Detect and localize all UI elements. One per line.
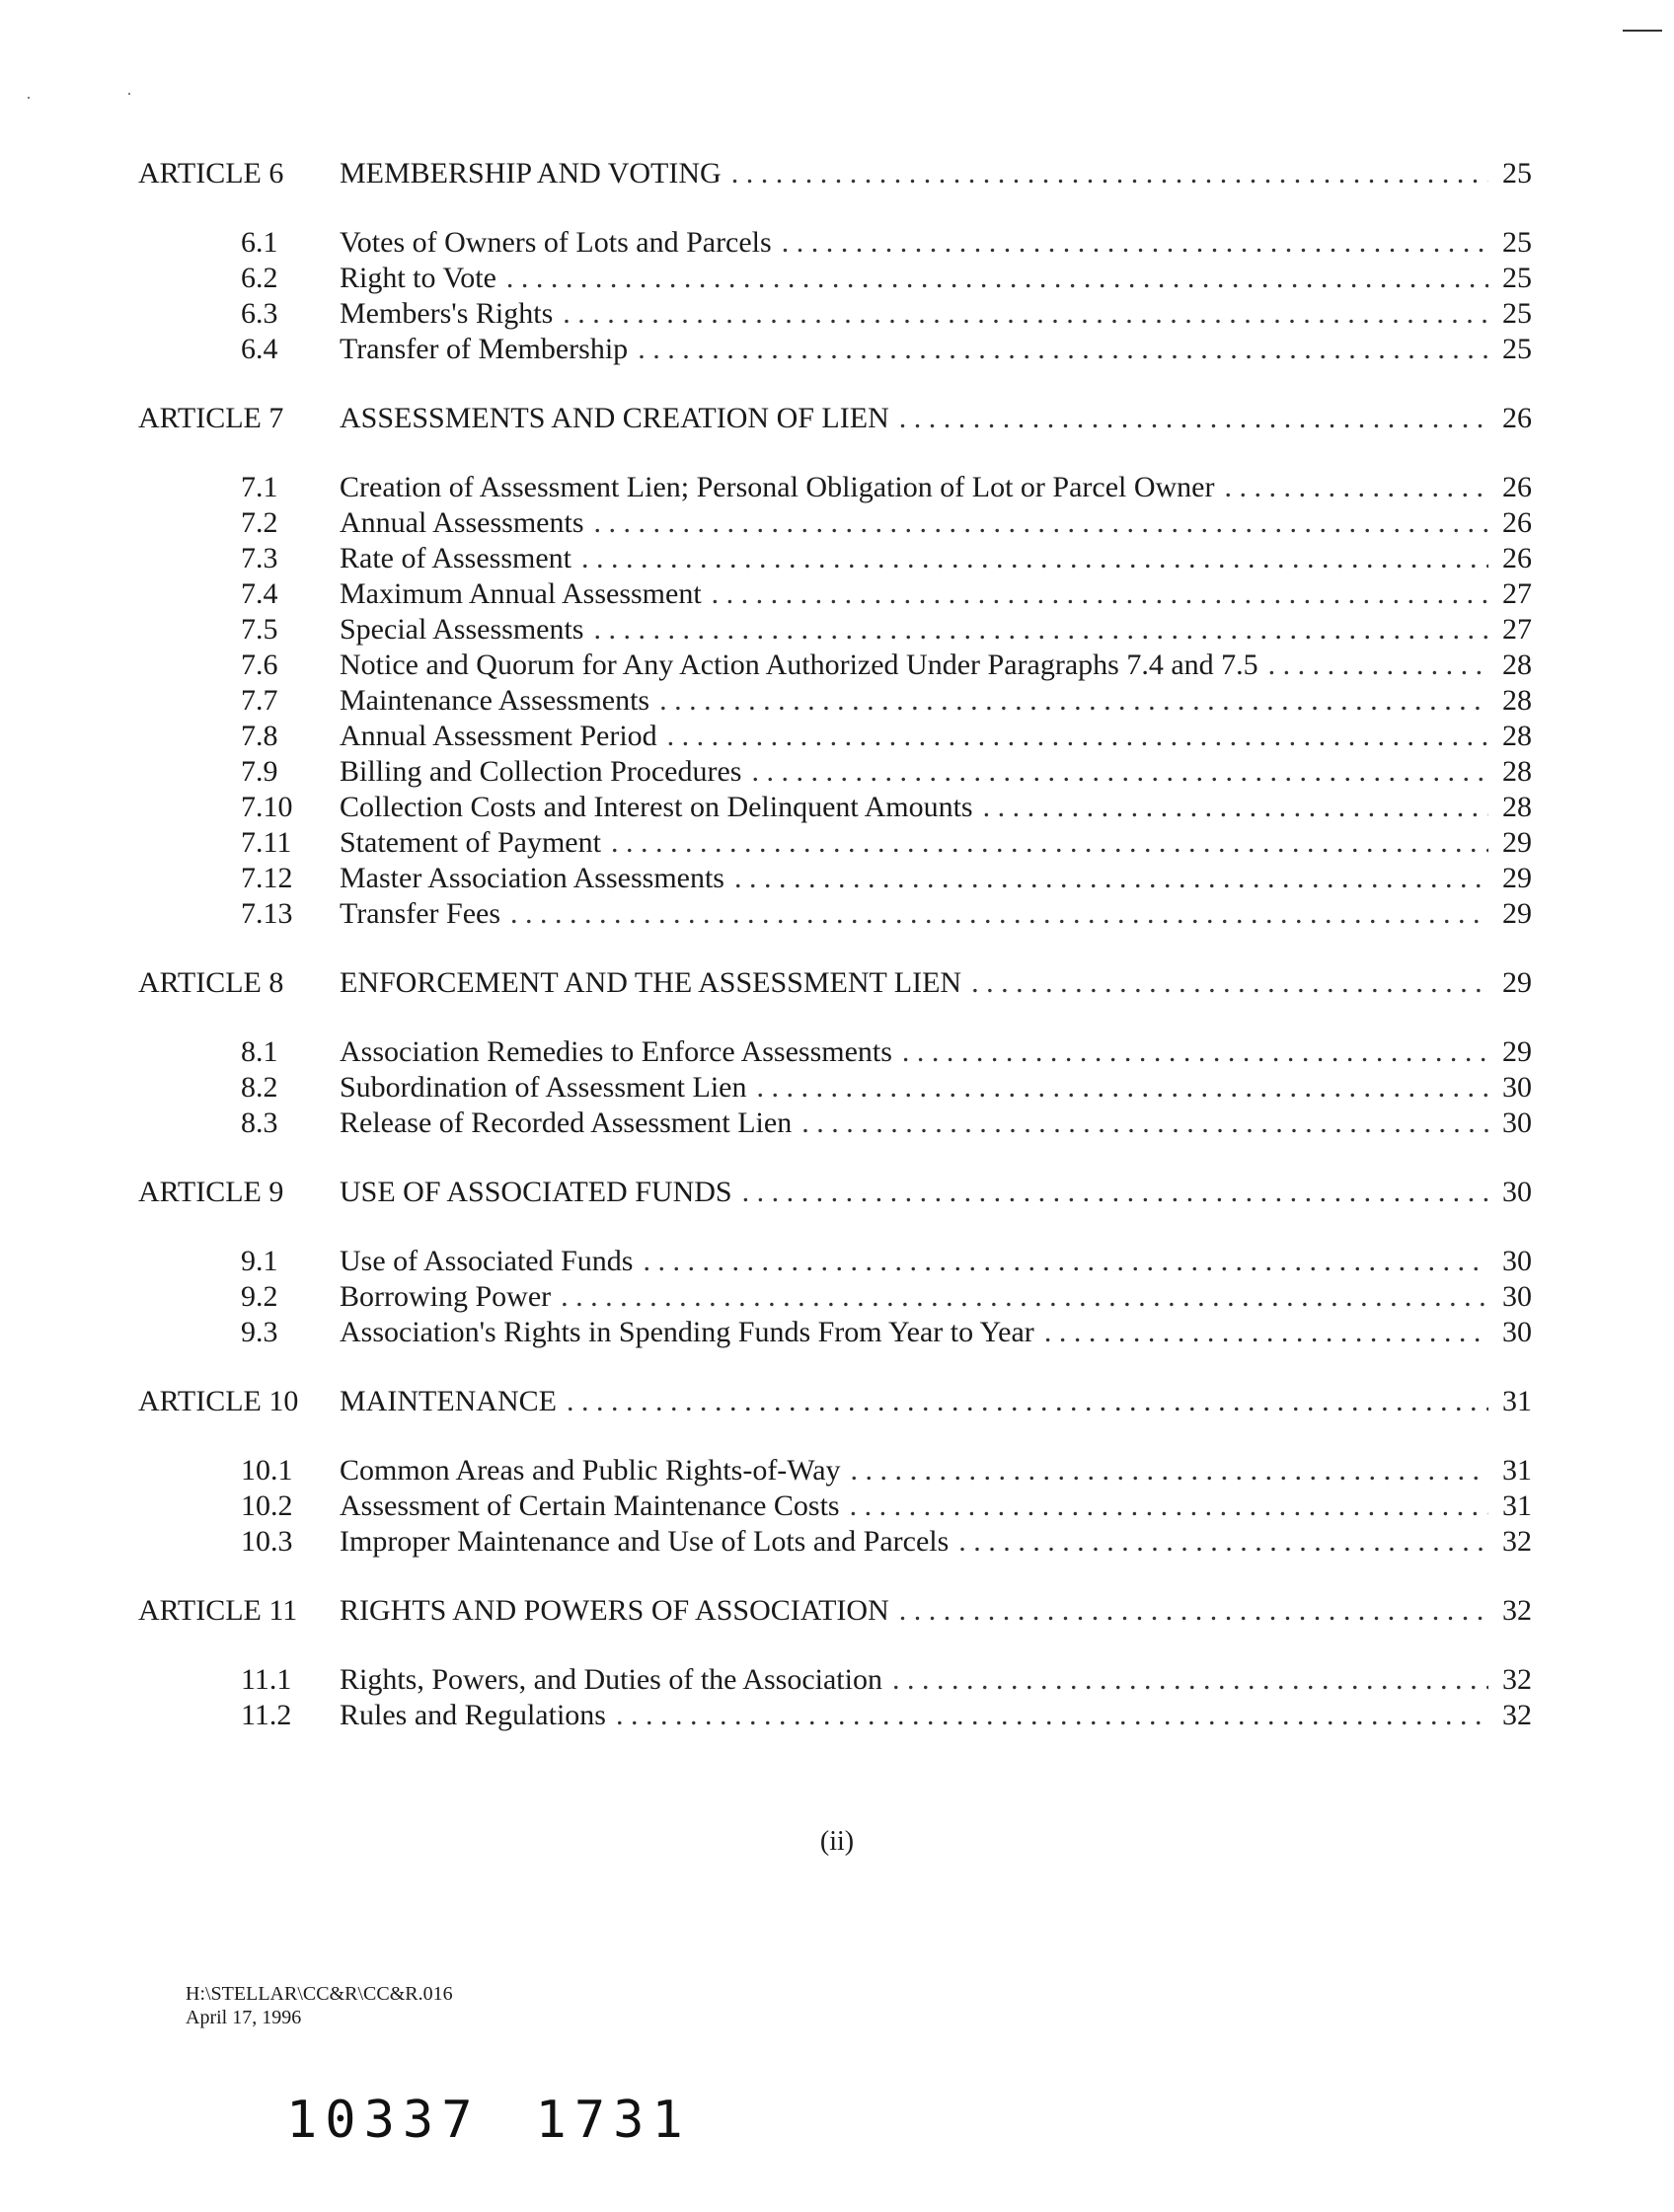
toc-entry-page: 26 <box>1502 506 1532 539</box>
toc-entry-page: 27 <box>1502 613 1532 646</box>
toc-section-row <box>138 1034 1532 1070</box>
toc-entry-title: Votes of Owners of Lots and Parcels <box>340 226 772 259</box>
toc-article-row <box>138 1593 1532 1629</box>
toc-section-row <box>138 790 1532 825</box>
toc-entry-page: 29 <box>1502 826 1532 859</box>
dot-leader <box>756 1070 1488 1106</box>
scan-speck <box>128 93 130 95</box>
dot-leader <box>734 861 1488 896</box>
toc-entry-page: 28 <box>1502 791 1532 823</box>
dot-leader <box>510 896 1488 932</box>
dot-leader <box>1044 1315 1488 1350</box>
toc-section-row <box>138 754 1532 790</box>
toc-article-row <box>138 156 1532 191</box>
toc-entry-number: 7.4 <box>241 577 278 610</box>
toc-entry-page: 29 <box>1502 1035 1532 1068</box>
toc-entry-title: Rules and Regulations <box>340 1699 606 1731</box>
toc-entry-title: RIGHTS AND POWERS OF ASSOCIATION <box>340 1594 889 1627</box>
toc-entry-title: Subordination of Assessment Lien <box>340 1071 747 1104</box>
toc-entry-title: Release of Recorded Assessment Lien <box>340 1106 793 1139</box>
toc-entry-page: 31 <box>1502 1454 1532 1487</box>
dot-leader <box>581 541 1488 576</box>
toc-entry-number: 7.9 <box>241 755 278 788</box>
dot-leader <box>751 754 1488 790</box>
toc-entry-page: 28 <box>1502 720 1532 752</box>
toc-entry-number: 7.11 <box>241 826 292 859</box>
dot-leader <box>638 332 1488 367</box>
dot-leader <box>594 612 1489 648</box>
toc-entry-title: Maintenance Assessments <box>340 684 650 717</box>
toc-section-row <box>138 896 1532 932</box>
toc-entry-title: USE OF ASSOCIATED FUNDS <box>340 1176 732 1208</box>
toc-section-row <box>138 576 1532 612</box>
toc-entry-page: 29 <box>1502 897 1532 930</box>
toc-entry-number: 7.10 <box>241 791 293 823</box>
dot-leader <box>712 576 1488 612</box>
toc-entry-page: 25 <box>1502 157 1532 190</box>
toc-section-row <box>138 683 1532 719</box>
scan-corner-mark <box>1623 30 1662 32</box>
toc-section-row <box>138 1524 1532 1560</box>
toc-entry-title: ENFORCEMENT AND THE ASSESSMENT LIEN <box>340 966 962 999</box>
toc-entry-page: 32 <box>1502 1594 1532 1627</box>
toc-section-row <box>138 505 1532 541</box>
toc-entry-number: 7.8 <box>241 720 278 752</box>
dot-leader <box>851 1453 1488 1488</box>
toc-entry-number: 6.4 <box>241 333 278 365</box>
toc-entry-page: 25 <box>1502 333 1532 365</box>
toc-section-row <box>138 1662 1532 1698</box>
dot-leader <box>899 1593 1488 1629</box>
page-number: (ii) <box>819 1826 855 1857</box>
toc-section-row <box>138 1106 1532 1141</box>
toc-entry-title: Transfer of Membership <box>340 333 629 365</box>
toc-entry-number: ARTICLE 10 <box>138 1385 299 1417</box>
toc-entry-page: 32 <box>1502 1525 1532 1558</box>
toc-entry-title: Association's Rights in Spending Funds From Year to Year <box>340 1316 1034 1348</box>
toc-entry-title: Maximum Annual Assessment <box>340 577 702 610</box>
dot-leader <box>567 1384 1488 1419</box>
toc-section-row <box>138 612 1532 648</box>
toc-entry-page: 25 <box>1502 226 1532 259</box>
toc-section-row <box>138 1488 1532 1524</box>
dot-leader <box>971 965 1488 1001</box>
toc-section-row <box>138 1698 1532 1733</box>
toc-entry-title: Statement of Payment <box>340 826 601 859</box>
stamp-page-number: 1731 <box>535 2091 691 2150</box>
toc-entry-title: Improper Maintenance and Use of Lots and Parcels <box>340 1525 950 1558</box>
dot-leader <box>983 790 1488 825</box>
toc-entry-page: 25 <box>1502 262 1532 294</box>
toc-entry-title: Common Areas and Public Rights-of-Way <box>340 1454 841 1487</box>
toc-entry-title: Billing and Collection Procedures <box>340 755 742 788</box>
toc-entry-page: 32 <box>1502 1663 1532 1696</box>
toc-entry-number: 8.3 <box>241 1106 278 1139</box>
toc-entry-title: MEMBERSHIP AND VOTING <box>340 157 722 190</box>
toc-entry-number: 7.1 <box>241 471 278 503</box>
toc-entry-number: 8.2 <box>241 1071 278 1104</box>
toc-entry-page: 31 <box>1502 1385 1532 1417</box>
dot-leader <box>616 1698 1488 1733</box>
toc-entry-number: 11.1 <box>241 1663 292 1696</box>
toc-entry-title: Borrowing Power <box>340 1280 552 1313</box>
toc-entry-page: 29 <box>1502 966 1532 999</box>
toc-entry-page: 28 <box>1502 755 1532 788</box>
toc-entry-number: 7.6 <box>241 648 278 681</box>
recording-stamp <box>286 2091 746 2150</box>
toc-entry-number: ARTICLE 8 <box>138 966 284 999</box>
toc-entry-number: 9.2 <box>241 1280 278 1313</box>
toc-article-row <box>138 965 1532 1001</box>
toc-entry-page: 28 <box>1502 684 1532 717</box>
toc-entry-number: 10.3 <box>241 1525 293 1558</box>
toc-entry-page: 25 <box>1502 297 1532 330</box>
toc-section-row <box>138 825 1532 861</box>
toc-entry-number: 9.1 <box>241 1245 278 1277</box>
toc-entry-title: Annual Assessments <box>340 506 584 539</box>
toc-section-row <box>138 648 1532 683</box>
stamp-book-number: 10337 <box>286 2091 481 2150</box>
toc-entry-title: Annual Assessment Period <box>340 720 657 752</box>
toc-entry-title: MAINTENANCE <box>340 1385 557 1417</box>
toc-section-row <box>138 1315 1532 1350</box>
dot-leader <box>563 296 1488 332</box>
document-date: April 17, 1996 <box>186 2007 302 2028</box>
dot-leader <box>731 156 1488 191</box>
toc-entry-number: 8.1 <box>241 1035 278 1068</box>
toc-entry-page: 31 <box>1502 1489 1532 1522</box>
toc-entry-number: 7.3 <box>241 542 278 574</box>
toc-entry-number: 10.1 <box>241 1454 293 1487</box>
toc-entry-page: 30 <box>1502 1316 1532 1348</box>
toc-section-row <box>138 541 1532 576</box>
table-of-contents <box>138 156 1532 1733</box>
toc-entry-title: Assessment of Certain Maintenance Costs <box>340 1489 840 1522</box>
toc-entry-page: 30 <box>1502 1176 1532 1208</box>
toc-entry-page: 30 <box>1502 1280 1532 1313</box>
toc-entry-page: 30 <box>1502 1071 1532 1104</box>
toc-entry-number: 7.2 <box>241 506 278 539</box>
toc-entry-page: 26 <box>1502 542 1532 574</box>
toc-section-row <box>138 1453 1532 1488</box>
toc-entry-page: 32 <box>1502 1699 1532 1731</box>
toc-entry-title: Rate of Assessment <box>340 542 571 574</box>
toc-entry-number: 6.1 <box>241 226 278 259</box>
dot-leader <box>958 1524 1488 1560</box>
document-footer <box>186 1982 453 2029</box>
toc-entry-page: 28 <box>1502 648 1532 681</box>
toc-entry-number: 9.3 <box>241 1316 278 1348</box>
toc-entry-number: 11.2 <box>241 1699 292 1731</box>
dot-leader <box>643 1244 1488 1279</box>
dot-leader <box>506 261 1488 296</box>
toc-entry-number: 7.12 <box>241 862 293 894</box>
dot-leader <box>782 225 1488 261</box>
dot-leader <box>667 719 1488 754</box>
toc-entry-title: Members's Rights <box>340 297 554 330</box>
toc-section-row <box>138 861 1532 896</box>
toc-section-row <box>138 261 1532 296</box>
toc-entry-number: 7.5 <box>241 613 278 646</box>
toc-section-row <box>138 1279 1532 1315</box>
toc-entry-title: Use of Associated Funds <box>340 1245 634 1277</box>
toc-entry-title: Notice and Quorum for Any Action Authorized Under Paragraphs 7.4 and 7.5 <box>340 648 1258 681</box>
dot-leader <box>801 1106 1488 1141</box>
dot-leader <box>742 1175 1488 1210</box>
toc-entry-number: 7.13 <box>241 897 293 930</box>
toc-entry-number: ARTICLE 11 <box>138 1594 298 1627</box>
toc-section-row <box>138 332 1532 367</box>
toc-entry-number: 10.2 <box>241 1489 293 1522</box>
dot-leader <box>659 683 1488 719</box>
dot-leader <box>899 401 1488 436</box>
dot-leader <box>1268 648 1488 683</box>
toc-section-row <box>138 296 1532 332</box>
toc-entry-title: Transfer Fees <box>340 897 501 930</box>
dot-leader <box>561 1279 1488 1315</box>
toc-article-row <box>138 1175 1532 1210</box>
dot-leader <box>850 1488 1488 1524</box>
toc-entry-title: Special Assessments <box>340 613 584 646</box>
toc-section-row <box>138 719 1532 754</box>
dot-leader <box>594 505 1489 541</box>
toc-entry-page: 26 <box>1502 471 1532 503</box>
toc-entry-title: Collection Costs and Interest on Delinquent Amounts <box>340 791 973 823</box>
scan-speck <box>28 97 30 99</box>
toc-entry-title: Rights, Powers, and Duties of the Association <box>340 1663 882 1696</box>
toc-section-row <box>138 470 1532 505</box>
toc-entry-number: 7.7 <box>241 684 278 717</box>
toc-entry-page: 30 <box>1502 1245 1532 1277</box>
dot-leader <box>611 825 1488 861</box>
toc-entry-number: ARTICLE 6 <box>138 157 284 190</box>
toc-entry-title: ASSESSMENTS AND CREATION OF LIEN <box>340 402 889 434</box>
toc-entry-page: 26 <box>1502 402 1532 434</box>
toc-entry-page: 27 <box>1502 577 1532 610</box>
toc-article-row <box>138 401 1532 436</box>
toc-entry-page: 29 <box>1502 862 1532 894</box>
toc-section-row <box>138 1244 1532 1279</box>
toc-entry-title: Creation of Assessment Lien; Personal Obligation of Lot or Parcel Owner <box>340 471 1215 503</box>
toc-entry-number: 6.2 <box>241 262 278 294</box>
toc-entry-number: ARTICLE 9 <box>138 1176 284 1208</box>
toc-section-row <box>138 225 1532 261</box>
toc-article-row <box>138 1384 1532 1419</box>
toc-entry-title: Association Remedies to Enforce Assessments <box>340 1035 892 1068</box>
toc-entry-title: Master Association Assessments <box>340 862 724 894</box>
toc-section-row <box>138 1070 1532 1106</box>
dot-leader <box>902 1034 1488 1070</box>
dot-leader <box>892 1662 1488 1698</box>
toc-entry-title: Right to Vote <box>340 262 496 294</box>
toc-entry-number: 6.3 <box>241 297 278 330</box>
toc-entry-number: ARTICLE 7 <box>138 402 284 434</box>
dot-leader <box>1224 470 1488 505</box>
toc-entry-page: 30 <box>1502 1106 1532 1139</box>
file-path: H:\STELLAR\CC&R\CC&R.016 <box>186 1983 453 2005</box>
